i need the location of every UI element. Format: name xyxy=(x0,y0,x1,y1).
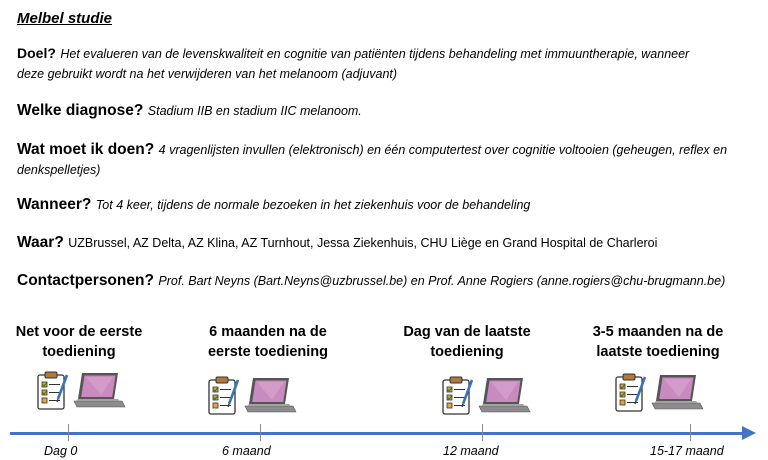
tick-3 xyxy=(482,424,483,441)
questionnaire-clipboard-icon xyxy=(614,373,648,413)
study-title: Melbel studie xyxy=(17,10,113,27)
stage-3-line2: toediening xyxy=(430,344,504,360)
stage-3-icons xyxy=(441,376,537,416)
tick-1 xyxy=(68,424,69,441)
answer-doen-line1: 4 vragenlijsten invullen (elektronisch) en één computertest over cognitie voltooien (geheugen, reflex en xyxy=(158,143,728,157)
answer-contact: Prof. Bart Neyns (Bart.Neyns@uzbrussel.be) en Prof. Anne Rogiers (anne.rogiers@chu-brugmann.be) xyxy=(158,274,726,288)
stage-2-label xyxy=(183,322,353,362)
stage-2-line2: eerste toediening xyxy=(207,344,329,360)
question-diagnose: Welke diagnose? xyxy=(17,102,144,119)
stage-2-line1: 6 maanden na de xyxy=(209,324,327,340)
question-wanneer: Wanneer? xyxy=(17,196,92,213)
section-waar xyxy=(17,233,752,253)
answer-doel-line1: Het evalueren van de levenskwaliteit en cognitie van patiënten tijdens behandeling met immuuntherapie, wanneer xyxy=(60,47,690,61)
answer-waar: UZBrussel, AZ Delta, AZ Klina, AZ Turnhout, Jessa Ziekenhuis, CHU Liège en Grand Hospital de Charleroi xyxy=(68,236,658,250)
stage-4-line1: 3-5 maanden na de xyxy=(592,324,724,340)
stage-4-label xyxy=(573,322,743,362)
tick-2 xyxy=(260,424,261,441)
stage-1-label xyxy=(0,322,164,362)
stage-1-line1: Net voor de eerste xyxy=(15,324,143,340)
laptop-icon xyxy=(477,376,533,416)
tick-label-2: 6 maand xyxy=(222,444,271,458)
tick-label-4: 15-17 maand xyxy=(650,444,724,458)
tick-label-3: 12 maand xyxy=(443,444,499,458)
laptop-icon xyxy=(243,376,299,416)
section-doel xyxy=(17,44,752,84)
laptop-icon xyxy=(72,371,128,411)
answer-doel-line2: deze gebruikt wordt na het verwijderen van het melanoom (adjuvant) xyxy=(17,67,398,81)
section-contact xyxy=(17,271,752,291)
tick-4 xyxy=(690,424,691,441)
stage-3-label xyxy=(382,322,552,362)
question-waar: Waar? xyxy=(17,234,64,251)
stage-3-line1: Dag van de laatste xyxy=(403,324,531,340)
answer-wanneer: Tot 4 keer, tijdens de normale bezoeken in het ziekenhuis voor de behandeling xyxy=(95,198,531,212)
tick-label-1: Dag 0 xyxy=(44,444,78,458)
stage-1-line2: toediening xyxy=(42,344,116,360)
questionnaire-clipboard-icon xyxy=(441,376,475,416)
section-wanneer xyxy=(17,195,752,215)
laptop-icon xyxy=(650,373,706,413)
question-doel: Doel? xyxy=(17,45,56,61)
answer-doen-line2: denkspelletjes) xyxy=(17,163,101,177)
stage-4-icons xyxy=(614,373,710,413)
questionnaire-clipboard-icon xyxy=(207,376,241,416)
stage-2-icons xyxy=(207,376,303,416)
question-contact: Contactpersonen? xyxy=(17,272,154,289)
section-diagnose xyxy=(17,101,752,121)
stage-4-line2: laatste toediening xyxy=(596,344,720,360)
question-doen: Wat moet ik doen? xyxy=(17,141,155,158)
questionnaire-clipboard-icon xyxy=(36,371,70,411)
timeline-arrow-icon xyxy=(742,426,756,440)
section-doen xyxy=(17,140,752,180)
stage-1-icons xyxy=(36,371,132,411)
timeline-axis xyxy=(10,432,745,435)
answer-diagnose: Stadium IIB en stadium IIC melanoom. xyxy=(147,104,362,118)
